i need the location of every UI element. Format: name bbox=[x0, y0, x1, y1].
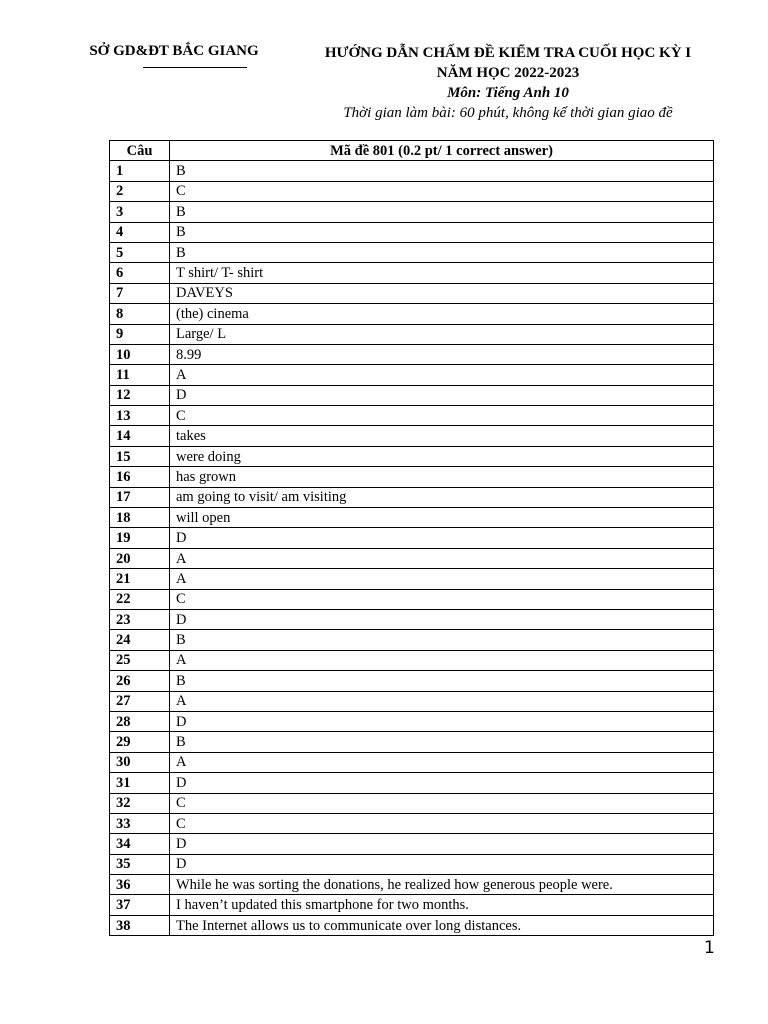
answer-cell: C bbox=[170, 589, 714, 609]
question-number: 12 bbox=[110, 385, 170, 405]
answer-cell: D bbox=[170, 834, 714, 854]
answer-cell: B bbox=[170, 242, 714, 262]
column-header-answer: Mã đề 801 (0.2 pt/ 1 correct answer) bbox=[170, 141, 714, 161]
question-number: 28 bbox=[110, 711, 170, 731]
answer-cell: 8.99 bbox=[170, 344, 714, 364]
column-header-question: Câu bbox=[110, 141, 170, 161]
table-row bbox=[110, 548, 714, 568]
question-number: 5 bbox=[110, 242, 170, 262]
question-number: 2 bbox=[110, 181, 170, 201]
question-number: 4 bbox=[110, 222, 170, 242]
table-row bbox=[110, 773, 714, 793]
question-number: 3 bbox=[110, 202, 170, 222]
question-number: 24 bbox=[110, 630, 170, 650]
time-note: Thời gian làm bài: 60 phút, không kể thời gian giao đề bbox=[343, 105, 673, 121]
answer-cell: B bbox=[170, 732, 714, 752]
table-row bbox=[110, 508, 714, 528]
table-row bbox=[110, 569, 714, 589]
answer-cell: A bbox=[170, 650, 714, 670]
answer-cell: D bbox=[170, 854, 714, 874]
table-row bbox=[110, 732, 714, 752]
table-row bbox=[110, 283, 714, 303]
question-number: 37 bbox=[110, 895, 170, 915]
answer-cell: has grown bbox=[170, 467, 714, 487]
table-row bbox=[110, 263, 714, 283]
question-number: 9 bbox=[110, 324, 170, 344]
question-number: 11 bbox=[110, 365, 170, 385]
table-row bbox=[110, 161, 714, 181]
table-header-row bbox=[110, 141, 714, 161]
table-row bbox=[110, 304, 714, 324]
table-row bbox=[110, 671, 714, 691]
table-row bbox=[110, 426, 714, 446]
question-number: 13 bbox=[110, 406, 170, 426]
question-number: 31 bbox=[110, 773, 170, 793]
question-number: 18 bbox=[110, 508, 170, 528]
question-number: 19 bbox=[110, 528, 170, 548]
question-number: 30 bbox=[110, 752, 170, 772]
table-row bbox=[110, 487, 714, 507]
table-row bbox=[110, 752, 714, 772]
table-row bbox=[110, 181, 714, 201]
department-underline bbox=[143, 67, 247, 68]
answer-cell: A bbox=[170, 691, 714, 711]
question-number: 20 bbox=[110, 548, 170, 568]
answer-rows bbox=[110, 161, 714, 936]
question-number: 25 bbox=[110, 650, 170, 670]
table-row bbox=[110, 915, 714, 935]
answer-cell: B bbox=[170, 671, 714, 691]
school-year: NĂM HỌC 2022-2023 bbox=[436, 65, 580, 81]
table-row bbox=[110, 609, 714, 629]
answer-cell: I haven’t updated this smartphone for two months. bbox=[170, 895, 714, 915]
answer-cell: D bbox=[170, 711, 714, 731]
question-number: 10 bbox=[110, 344, 170, 364]
table-row bbox=[110, 650, 714, 670]
answer-cell: While he was sorting the donations, he realized how generous people were. bbox=[170, 875, 714, 895]
question-number: 15 bbox=[110, 446, 170, 466]
question-number: 7 bbox=[110, 283, 170, 303]
table-row bbox=[110, 813, 714, 833]
table-row bbox=[110, 528, 714, 548]
answer-cell: A bbox=[170, 569, 714, 589]
answer-cell: B bbox=[170, 161, 714, 181]
question-number: 35 bbox=[110, 854, 170, 874]
question-number: 14 bbox=[110, 426, 170, 446]
answer-cell: B bbox=[170, 222, 714, 242]
answer-cell: D bbox=[170, 773, 714, 793]
answer-cell: C bbox=[170, 181, 714, 201]
question-number: 33 bbox=[110, 813, 170, 833]
question-number: 8 bbox=[110, 304, 170, 324]
department-name: SỞ GD&ĐT BẮC GIANG bbox=[89, 43, 259, 59]
table-row bbox=[110, 365, 714, 385]
answer-cell: am going to visit/ am visiting bbox=[170, 487, 714, 507]
answer-cell: B bbox=[170, 630, 714, 650]
table-row bbox=[110, 242, 714, 262]
table-row bbox=[110, 875, 714, 895]
question-number: 32 bbox=[110, 793, 170, 813]
table-row bbox=[110, 854, 714, 874]
table-row bbox=[110, 324, 714, 344]
table-row bbox=[110, 222, 714, 242]
answer-cell: takes bbox=[170, 426, 714, 446]
answer-cell: C bbox=[170, 406, 714, 426]
table-row bbox=[110, 344, 714, 364]
document-header bbox=[296, 43, 720, 123]
table-row bbox=[110, 895, 714, 915]
answer-cell: DAVEYS bbox=[170, 283, 714, 303]
question-number: 29 bbox=[110, 732, 170, 752]
question-number: 27 bbox=[110, 691, 170, 711]
table-row bbox=[110, 834, 714, 854]
page-number: 1 bbox=[704, 938, 715, 958]
answer-cell: were doing bbox=[170, 446, 714, 466]
table-row bbox=[110, 467, 714, 487]
question-number: 6 bbox=[110, 263, 170, 283]
question-number: 38 bbox=[110, 915, 170, 935]
answer-cell: A bbox=[170, 548, 714, 568]
answer-key-table bbox=[109, 140, 714, 936]
answer-cell: A bbox=[170, 752, 714, 772]
table-row bbox=[110, 793, 714, 813]
question-number: 17 bbox=[110, 487, 170, 507]
document-title: HƯỚNG DẪN CHẤM ĐỀ KIỂM TRA CUỐI HỌC KỲ I bbox=[324, 45, 692, 61]
answer-cell: B bbox=[170, 202, 714, 222]
table-row bbox=[110, 446, 714, 466]
subject-line: Môn: Tiếng Anh 10 bbox=[447, 85, 569, 101]
answer-cell: (the) cinema bbox=[170, 304, 714, 324]
question-number: 21 bbox=[110, 569, 170, 589]
table-row bbox=[110, 406, 714, 426]
answer-cell: D bbox=[170, 609, 714, 629]
table-row bbox=[110, 202, 714, 222]
question-number: 16 bbox=[110, 467, 170, 487]
question-number: 36 bbox=[110, 875, 170, 895]
table-row bbox=[110, 691, 714, 711]
table-row bbox=[110, 385, 714, 405]
answer-cell: D bbox=[170, 528, 714, 548]
answer-cell: T shirt/ T- shirt bbox=[170, 263, 714, 283]
answer-cell: A bbox=[170, 365, 714, 385]
answer-cell: D bbox=[170, 385, 714, 405]
question-number: 1 bbox=[110, 161, 170, 181]
question-number: 34 bbox=[110, 834, 170, 854]
table-row bbox=[110, 589, 714, 609]
answer-cell: C bbox=[170, 793, 714, 813]
answer-cell: Large/ L bbox=[170, 324, 714, 344]
answer-cell: will open bbox=[170, 508, 714, 528]
question-number: 22 bbox=[110, 589, 170, 609]
answer-cell: C bbox=[170, 813, 714, 833]
table-row bbox=[110, 711, 714, 731]
answer-cell: The Internet allows us to communicate over long distances. bbox=[170, 915, 714, 935]
table-row bbox=[110, 630, 714, 650]
question-number: 26 bbox=[110, 671, 170, 691]
question-number: 23 bbox=[110, 609, 170, 629]
